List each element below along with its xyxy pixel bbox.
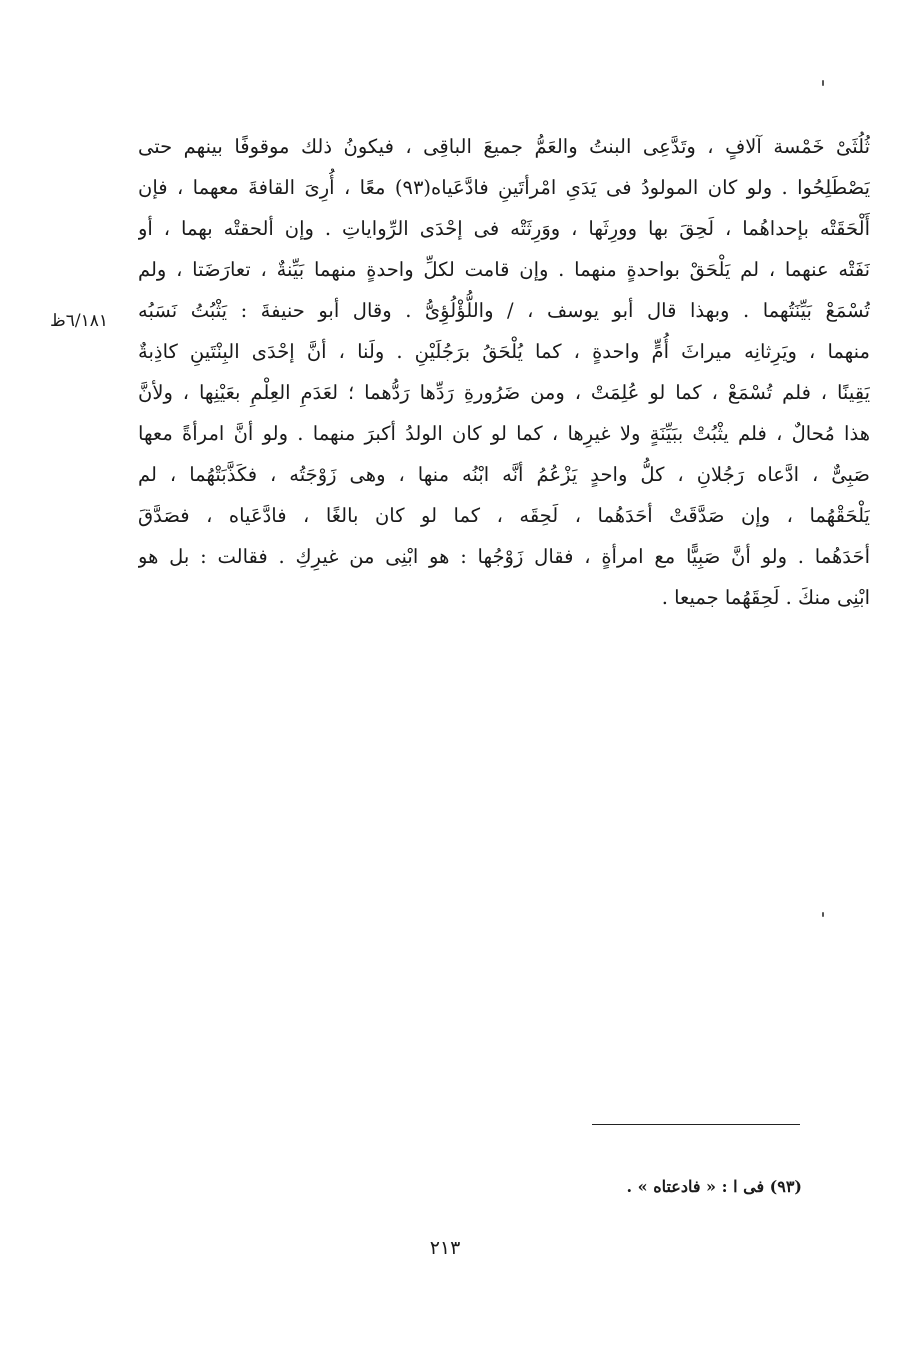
margin-folio-reference: ٦/١٨١ظ — [50, 311, 108, 331]
text-line: نَفَتْه عنهما ، لم يَلْحَقْ بواحدةٍ منهما . وإن قامت لكلِّ واحدةٍ منهما بَيِّنةٌ ، تعارَضَتا ، ولم — [138, 258, 870, 281]
text-line: يَلْحَقْهُما ، وإن صَدَّقَتْ أحَدَهُما ، لَحِقَه ، كما لو كان بالغًا ، فادَّعَياه ، فصَدَّقَ — [138, 504, 870, 527]
text-line: أَلْحَقَتْه بإحداهُما ، لَحِقَ بها وورِثَها ، ووَرِثَتْه فى إحْدَى الرِّواياتِ . وإن ألحقتْه بهما ، أو — [138, 217, 870, 240]
page-number: ٢١٣ — [429, 1237, 461, 1259]
text-line: يَقِينًا ، فلم تُسْمَعْ ، كما لو عُلِمَتْ ، ومن ضَرُورةِ رَدِّها رَدُّهما ؛ لعَدَمِ العِلْمِ بعَيْنِها ، ولأنَّ — [138, 381, 870, 404]
text-line: أحَدَهُما . ولو أنَّ صَبِيًّا مع امرأةٍ ، فقال زَوْجُها : هو ابْنِى من غيرِكِ . فقالت : بل هو — [138, 545, 870, 568]
text-line: يَصْطَلِحُوا . ولو كان المولودُ فى يَدَىِ امْرأتَينِ فادَّعَياه(٩٣) معًا ، أُرِىَ القافةَ معهما ، فإن — [138, 176, 870, 199]
scan-speck — [822, 80, 824, 86]
text-line: ثُلُثَىْ خَمْسة آلافٍ ، وتَدَّعِى البنتُ والعَمُّ جميعَ الباقِى ، فيكونُ ذلك موقوفًا بينهم حتى — [138, 135, 870, 158]
text-line: صَبِىٌّ ، ادَّعاه رَجُلانِ ، كلُّ واحدٍ يَزْعُمُ أنَّه ابْنُه منها ، وهى زَوْجَتُه ، فكَذَّبَتْهُما ، لم — [138, 463, 870, 486]
text-line: هذا مُحالٌ ، فلم يثْبُتْ ببَيِّنَةٍ ولا غيرِها ، كما لو كان الولدُ أكبرَ منهما . ولو أنَّ امرأةً معها — [138, 422, 870, 445]
text-line: ابْنِى منكَ . لَحِقَهُما جميعا . — [661, 586, 870, 609]
main-text-block — [138, 126, 870, 618]
text-line: منهما ، ويَرِثانِه ميراثَ أُمٍّ واحدةٍ ، كما يُلْحَقُ برَجُلَيْنِ . ولَنا ، أنَّ إحْدَى البِنْتَينِ كاذِبةٌ — [138, 340, 870, 363]
footnote-divider — [592, 1124, 800, 1125]
text-line: تُسْمَعْ بَيِّنَتُهما . وبهذا قال أبو يوسف ، / واللُّؤْلُؤِىُّ . وقال أبو حنيفةَ : يَثْبُتُ نَسَبُه — [138, 299, 870, 322]
footnote: (٩٣) فى ا : « فادعتاه » . — [626, 1177, 802, 1196]
scan-speck — [822, 912, 824, 917]
